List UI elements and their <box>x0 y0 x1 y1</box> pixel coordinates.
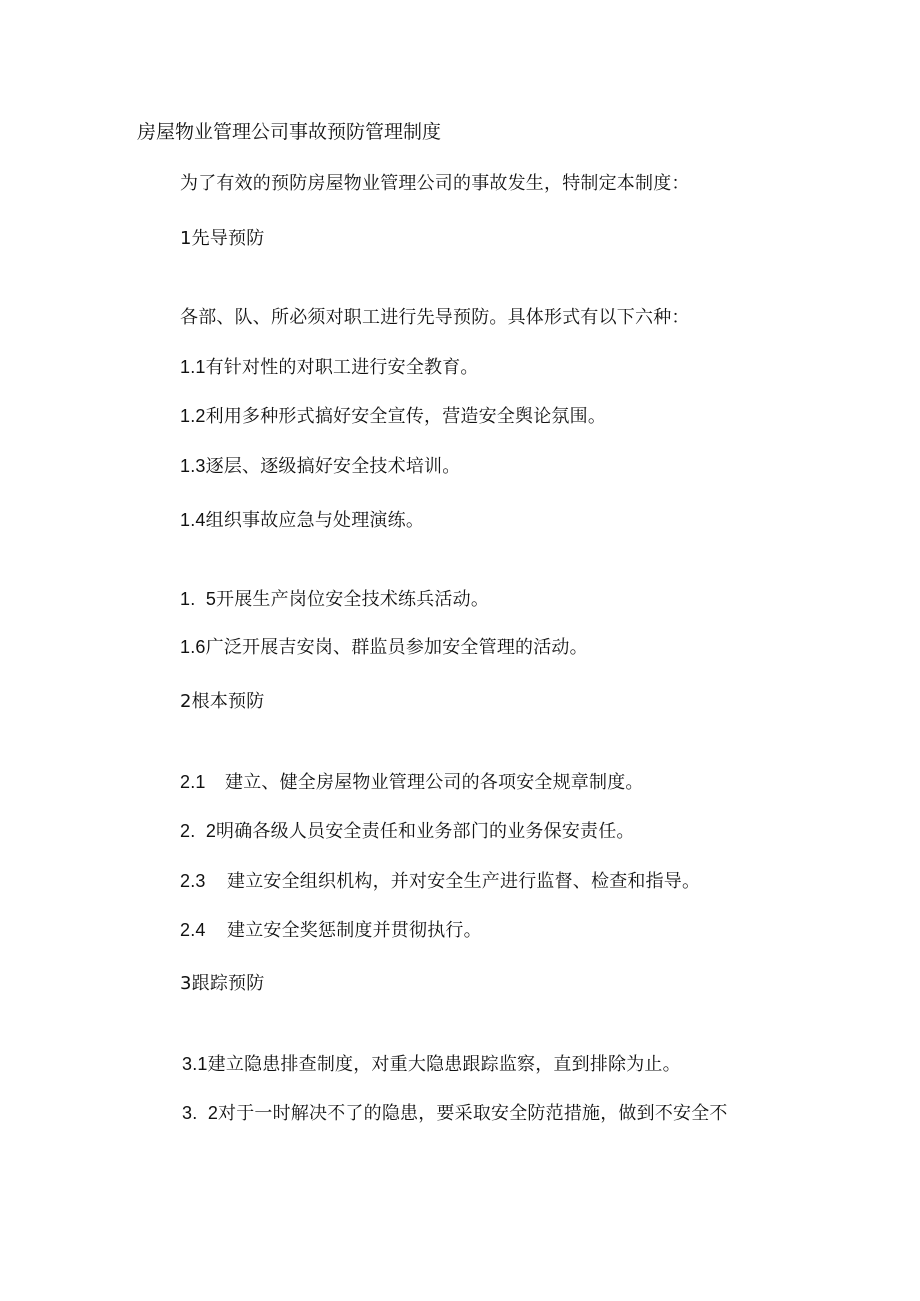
list-item <box>180 355 479 380</box>
list-item <box>180 869 700 894</box>
item-text: 明确各级人员安全责任和业务部门的业务保安责任。 <box>216 821 635 842</box>
item-number: 3.1 <box>182 1054 208 1074</box>
item-number: 1.4 <box>180 510 206 530</box>
item-number: 1. 5 <box>180 589 217 609</box>
item-text: 组织事故应急与处理演练。 <box>205 510 425 531</box>
item-text: 有针对性的对职工进行安全教育。 <box>205 357 479 378</box>
item-text: 对于一时解决不了的隐患，要采取安全防范措施，做到不安全不 <box>218 1103 728 1124</box>
list-item <box>180 587 489 612</box>
item-number: 2.4 <box>180 920 206 940</box>
list-item <box>182 1052 681 1077</box>
item-text: 开展生产岗位安全技术练兵活动。 <box>216 589 490 610</box>
item-text: 利用多种形式搞好安全宣传，营造安全舆论氛围。 <box>205 406 607 427</box>
list-item <box>180 404 606 429</box>
item-text: 建立安全组织机构，并对安全生产进行监督、检查和指导。 <box>227 871 701 892</box>
list-item <box>180 918 482 943</box>
section-1-description: 各部、队、所必须对职工进行先导预防。具体形式有以下六种： <box>180 307 690 328</box>
section-2-heading: 2根本预防 <box>180 691 265 712</box>
list-item <box>180 454 460 479</box>
item-text: 建立安全奖惩制度并贯彻执行。 <box>227 920 482 941</box>
item-number: 2.3 <box>180 871 206 891</box>
item-number: 3. 2 <box>182 1103 219 1123</box>
item-text: 逐层、逐级搞好安全技术培训。 <box>205 456 461 477</box>
list-item <box>182 1101 728 1126</box>
item-text: 广泛开展吉安岗、群监员参加安全管理的活动。 <box>205 637 588 658</box>
list-item <box>180 508 424 533</box>
item-number: 1.2 <box>180 406 206 426</box>
item-text: 建立隐患排查制度，对重大隐患跟踪监察，直到排除为止。 <box>207 1054 681 1075</box>
item-number: 2. 2 <box>180 821 217 841</box>
list-item <box>180 819 635 844</box>
intro-paragraph: 为了有效的预防房屋物业管理公司的事故发生，特制定本制度： <box>180 173 690 194</box>
item-text: 建立、健全房屋物业管理公司的各项安全规章制度。 <box>225 772 644 793</box>
list-item <box>180 770 644 795</box>
section-3-heading: 3跟踪预防 <box>180 973 265 994</box>
item-number: 1.1 <box>180 357 206 377</box>
list-item <box>180 635 588 660</box>
item-number: 1.6 <box>180 637 206 657</box>
item-number: 1.3 <box>180 456 206 476</box>
section-1-heading: 1先导预防 <box>180 228 265 249</box>
item-number: 2.1 <box>180 772 206 792</box>
document-title: 房屋物业管理公司事故预防管理制度 <box>137 121 442 143</box>
